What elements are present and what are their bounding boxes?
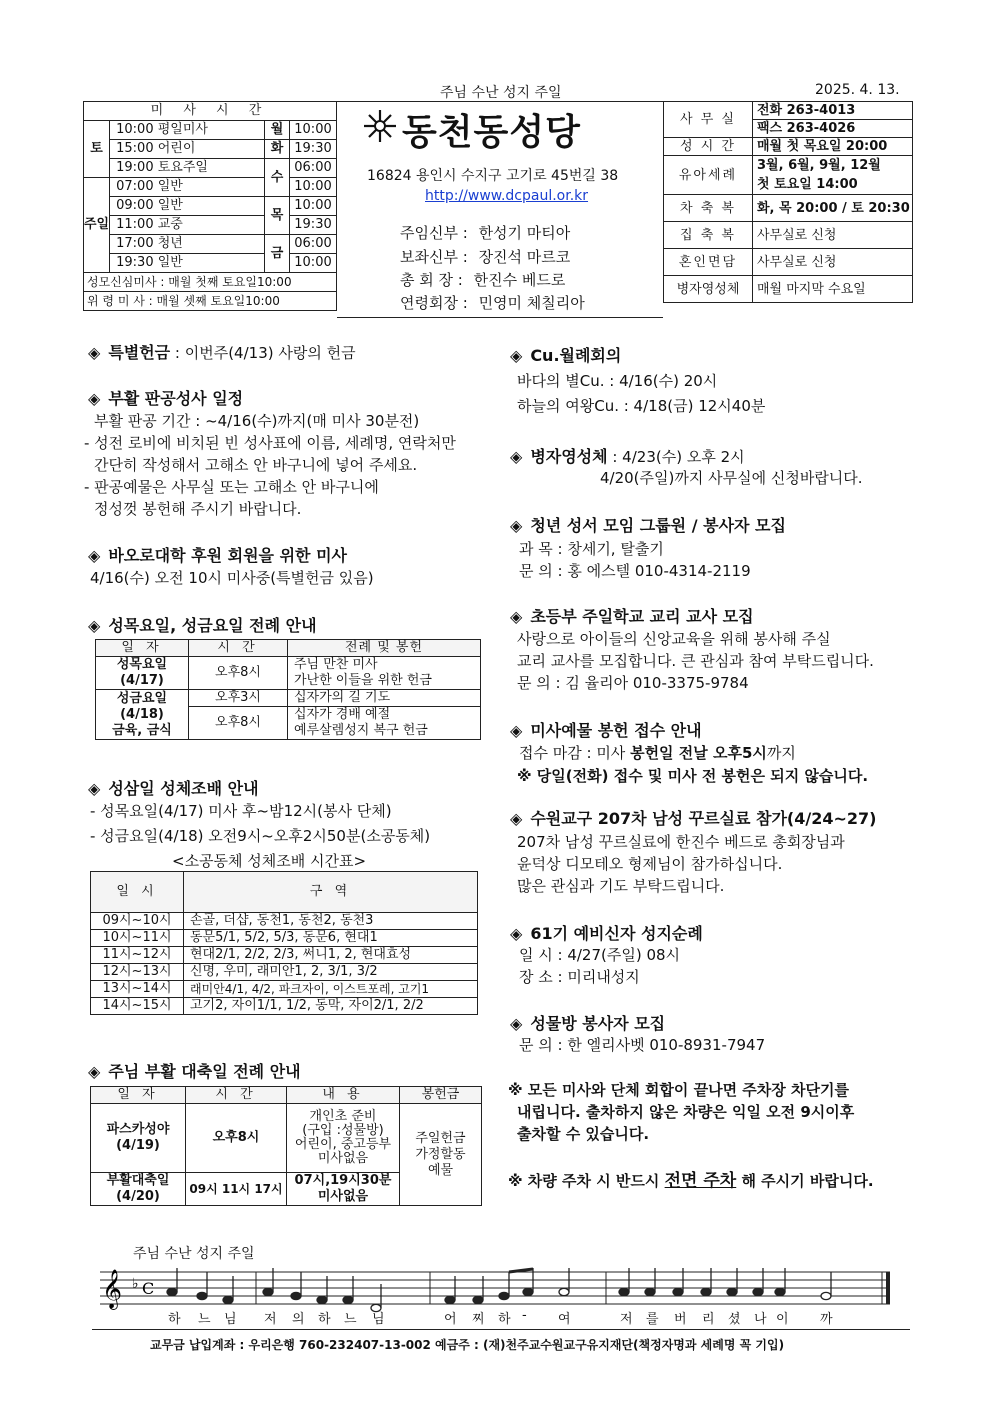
section-special-offering — [88, 340, 356, 363]
special-offering-text: : 이번주(4/13) 사랑의 헌금 — [170, 344, 356, 362]
confession-line-1: 부활 판공 기간 : ~4/16(수)까지(매 미사 30분전) — [94, 412, 420, 430]
footer-divider — [92, 1329, 910, 1330]
sick-communion-value: 매월 마지막 수요일 — [753, 276, 913, 303]
staff-pastor: 주임신부 : 한성기 마티아 — [400, 224, 571, 242]
col-header: 시 간 — [186, 1087, 287, 1104]
mass-time: 15:00 어린이 — [110, 140, 265, 159]
staff-role: 주임신부 — [400, 224, 458, 242]
table-cell: (구입 :성물방) — [302, 1123, 384, 1138]
mass-offering-line-1 — [519, 742, 796, 763]
lyric-syllable: 나 — [754, 1312, 767, 1327]
diamond-icon: ◈ — [88, 343, 101, 362]
table-cell: 13시~14시 — [91, 981, 184, 998]
cu-meeting-line-1: 바다의 별Cu. : 4/16(수) 20시 — [517, 372, 718, 390]
col-header: 봉헌금 — [400, 1087, 482, 1104]
col-header: 내 용 — [287, 1087, 400, 1104]
lyric-syllable: 저 — [620, 1312, 633, 1327]
table-cell: 어린이, 중고등부 — [294, 1137, 392, 1152]
staff-assistant: 보좌신부 : 장진석 마르코 — [400, 248, 571, 266]
table-cell: 가정할동 — [415, 1146, 466, 1162]
section-title: 청년 성서 모임 그룹원 / 봉사자 모집 — [530, 516, 786, 535]
cu-meeting-line-2: 하늘의 여왕Cu. : 4/18(금) 12시40분 — [517, 397, 766, 415]
parish-address: 16824 용인시 수지구 고기로 45번길 38 — [367, 168, 619, 184]
cursillo-line-3: 많은 관심과 기도 부탁드립니다. — [517, 877, 725, 895]
lyric-syllable: 느 — [198, 1312, 211, 1327]
lyric-syllable: 리 — [702, 1312, 715, 1327]
staff-name: 장진석 마르코 — [478, 248, 571, 266]
mass-time: 19:00 토요주일 — [110, 159, 265, 178]
section-title: 성목요일, 성금요일 전례 안내 — [108, 616, 317, 635]
table-cell: 12시~13시 — [91, 964, 184, 981]
section-title: 초등부 주일학교 교리 교사 모집 — [530, 607, 754, 626]
lyric-syllable: 하 — [498, 1312, 511, 1327]
text-fragment: 까지 — [766, 744, 796, 762]
lyric-syllable: - — [522, 1308, 527, 1323]
lyric-syllable: 셨 — [728, 1312, 741, 1327]
text-fragment: ※ 차량 주차 시 반드시 — [508, 1172, 665, 1190]
mass-time: 07:00 일반 — [110, 178, 265, 197]
section-title: 부활 판공성사 일정 — [108, 389, 244, 408]
svg-text:C: C — [142, 1279, 155, 1298]
section-title: 병자영성체 — [530, 447, 608, 466]
lyric-syllable: 님 — [372, 1312, 385, 1327]
section-easter — [88, 1059, 301, 1082]
lyric-syllable: 느 — [344, 1312, 357, 1327]
text-fragment: 접수 마감 : 미사 — [519, 744, 631, 762]
sunday-school-line-2: 교리 교사를 모집합니다. 큰 관심과 참여 부탁드립니다. — [517, 652, 874, 670]
section-cu-meeting — [510, 343, 621, 366]
parking-notice-line-1: ※ 모든 미사와 단체 회합이 끝나면 주차장 차단기를 — [508, 1081, 849, 1099]
sick-communion-line: 4/20(주일)까지 사무실에 신청바랍니다. — [600, 469, 863, 487]
diamond-icon: ◈ — [510, 809, 523, 828]
front-parking-notice — [508, 1166, 874, 1191]
staff-role: 연령회장 — [400, 294, 458, 312]
easter-table — [90, 1086, 482, 1206]
section-sunday-school — [510, 604, 754, 627]
music-title: 주님 수난 성지 주일 — [133, 1246, 255, 1262]
day-tue: 화 — [265, 140, 290, 159]
mass-schedule-table — [83, 101, 337, 311]
section-youth-bible — [510, 513, 786, 536]
table-cell: 동문5/1, 5/2, 5/3, 동문6, 현대1 — [184, 930, 478, 947]
lyric-syllable: 를 — [646, 1312, 659, 1327]
parish-url-link[interactable]: http://www.dcpaul.or.kr — [425, 188, 589, 204]
diamond-icon: ◈ — [88, 616, 101, 635]
table-cell: (4/18) — [120, 706, 164, 722]
diamond-icon: ◈ — [510, 924, 523, 943]
staff-funeral: 연령회장 : 민영미 체칠리아 — [400, 294, 585, 312]
cursillo-line-2: 윤덕상 디모테오 형제님이 참가하십니다. — [517, 855, 783, 873]
table-cell: 신명, 우미, 래미안1, 2, 3/1, 3/2 — [184, 964, 478, 981]
wedding-label: 혼인면담 — [664, 249, 753, 276]
section-paul-univ-mass — [88, 543, 347, 566]
staff-role: 보좌신부 — [400, 248, 458, 266]
table-cell: 11시~12시 — [91, 947, 184, 964]
sick-communion-label: 병자영성체 — [664, 276, 753, 303]
mass-title: 미 사 시 간 — [84, 102, 337, 121]
diamond-icon: ◈ — [88, 546, 101, 565]
mass-time: 10:00 — [290, 254, 337, 273]
section-title: 성물방 봉사자 모집 — [530, 1014, 666, 1033]
adoration-table — [90, 871, 478, 1015]
bulletin-date: 2025. 4. 13. — [815, 82, 900, 98]
parking-notice-line-2: 내립니다. 출차하지 않은 차량은 익일 오전 9시이후 — [517, 1103, 855, 1121]
mass-time: 10:00 평일미사 — [110, 121, 265, 140]
table-cell: 파스카성야 — [106, 1122, 170, 1137]
table-cell: 래미안4/1, 4/2, 파크자이, 이스트포레, 고기1 — [184, 981, 478, 998]
mass-time: 10:00 — [290, 197, 337, 216]
section-sick-communion — [510, 444, 745, 467]
car-blessing-label: 차 축 복 — [664, 195, 753, 222]
lyric-syllable: 님 — [224, 1312, 237, 1327]
day-wed: 수 — [265, 159, 290, 197]
day-fri: 금 — [265, 235, 290, 273]
lyric-syllable: 하 — [318, 1312, 331, 1327]
section-shop-volunteer — [510, 1011, 665, 1034]
col-header: 일 자 — [91, 1087, 186, 1104]
table-cell: 09시 11시 17시 — [186, 1173, 287, 1206]
youth-bible-line-1: 과 목 : 창세기, 탈출기 — [519, 540, 664, 558]
section-title: 바오로대학 후원 회원을 위한 미사 — [108, 546, 347, 565]
staff-name: 민영미 체칠리아 — [478, 294, 585, 312]
mass-time: 11:00 교중 — [110, 216, 265, 235]
table-cell: 주일헌금 — [415, 1130, 466, 1146]
section-title: 미사예물 봉헌 접수 안내 — [530, 721, 702, 740]
sunday-school-line-3: 문 의 : 김 율리아 010-3375-9784 — [517, 674, 749, 692]
mass-time: 06:00 — [290, 235, 337, 254]
table-cell: 10시~11시 — [91, 930, 184, 947]
pilgrimage-line-2: 장 소 : 미리내성지 — [519, 968, 640, 986]
parish-name: 동천동성당 — [402, 112, 581, 153]
section-title: 특별헌금 — [108, 343, 171, 362]
section-title: Cu.월례회의 — [530, 346, 622, 365]
lyric-syllable: 하 — [168, 1312, 181, 1327]
lyric-syllable: 찌 — [472, 1312, 485, 1327]
mass-time: 06:00 — [290, 159, 337, 178]
infant-baptism-label: 유아세례 — [664, 156, 753, 195]
table-cell: 금육, 금식 — [112, 722, 172, 738]
section-title: 61기 예비신자 성지순례 — [530, 924, 703, 943]
col-header: 일 시 — [91, 872, 184, 913]
table-cell: (4/19) — [116, 1138, 160, 1153]
day-mon: 월 — [265, 121, 290, 140]
footer-account-info: 교무금 납입계좌 : 우리은행 760-232407-13-002 예금주 : (재)천주교수원교구유지재단(책정자명과 세례명 꼭 기입) — [150, 1338, 785, 1352]
staff-name: 한성기 마티아 — [478, 224, 571, 242]
section-mass-offering — [510, 718, 702, 741]
infant-baptism-months: 3월, 6월, 9월, 12월 — [757, 158, 881, 173]
table-cell: 십자가의 길 기도 — [288, 690, 481, 707]
diamond-icon: ◈ — [510, 516, 523, 535]
table-cell: 예물 — [427, 1162, 454, 1178]
table-cell: 07시,19시30분 — [294, 1173, 392, 1188]
office-label: 사 무 실 — [664, 102, 753, 138]
youth-bible-line-2: 문 의 : 홍 에스텔 010-4314-2119 — [519, 562, 751, 580]
section-cursillo — [510, 806, 876, 829]
adoration-caption: <소공동체 성체조배 시간표> — [172, 852, 367, 870]
mass-offering-line-2: ※ 당일(전화) 접수 및 미사 전 봉헌은 되지 않습니다. — [517, 767, 869, 785]
section-holy-week — [88, 613, 317, 636]
section-confession — [88, 386, 243, 409]
lyric-syllable: 여 — [558, 1312, 571, 1327]
confession-line-5: 정성껏 봉헌해 주시기 바랍니다. — [94, 500, 302, 518]
sunday-name: 주님 수난 성지 주일 — [440, 85, 562, 101]
adoration-line-2: - 성금요일(4/18) 오전9시~오후2시50분(소공동체) — [90, 827, 431, 845]
paul-univ-mass-line: 4/16(수) 오전 10시 미사중(특별헌금 있음) — [90, 569, 374, 587]
shop-volunteer-line: 문 의 : 한 엘리사벳 010-8931-7947 — [519, 1036, 766, 1054]
staff-role: 총 회 장 — [400, 271, 454, 289]
sick-communion-date: : 4/23(수) 오후 2시 — [607, 448, 745, 466]
table-cell: 오후8시 — [189, 707, 288, 740]
infant-baptism-time: 첫 토요일 14:00 — [757, 177, 858, 192]
diamond-icon: ◈ — [510, 447, 523, 466]
mass-time: 09:00 일반 — [110, 197, 265, 216]
section-pilgrimage — [510, 921, 703, 944]
parking-notice-line-3: 출차할 수 있습니다. — [517, 1125, 650, 1143]
house-blessing-label: 집 축 복 — [664, 222, 753, 249]
text-fragment: 봉헌일 전날 오후5시 — [630, 744, 767, 762]
table-cell: 가난한 이들을 위한 헌금 — [294, 673, 432, 688]
table-cell: 십자가 경배 예절 — [294, 707, 391, 722]
cross-logo-icon — [362, 108, 398, 148]
diamond-icon: ◈ — [510, 721, 523, 740]
mass-time: 17:00 청년 — [110, 235, 265, 254]
section-title: 수원교구 207차 남성 꾸르실료 참가(4/24~27) — [530, 809, 877, 828]
house-blessing-value: 사무실로 신청 — [753, 222, 913, 249]
lyric-syllable: 저 — [264, 1312, 277, 1327]
table-cell: 손골, 더샵, 동천1, 동천2, 동천3 — [184, 913, 478, 930]
table-cell: (4/20) — [116, 1189, 160, 1204]
confession-line-2: - 성전 로비에 비치된 빈 성사표에 이름, 세례명, 연락처만 — [84, 434, 456, 452]
wedding-value: 사무실로 신청 — [753, 249, 913, 276]
day-sat: 토 — [84, 121, 110, 178]
col-header: 구 역 — [184, 872, 478, 913]
table-cell: 미사없음 — [317, 1189, 369, 1204]
mass-time: 10:00 — [290, 121, 337, 140]
staff-name: 한진수 베드로 — [473, 271, 566, 289]
table-cell: 14시~15시 — [91, 998, 184, 1015]
table-cell: (4/17) — [120, 673, 164, 688]
holy-hour-label: 성 시 간 — [664, 138, 753, 156]
section-title: 성삼일 성체조배 안내 — [108, 779, 259, 798]
table-cell: 고기2, 자이1/1, 1/2, 동막, 자이2/1, 2/2 — [184, 998, 478, 1015]
diamond-icon: ◈ — [510, 607, 523, 626]
pilgrimage-line-1: 일 시 : 4/27(주일) 08시 — [519, 946, 681, 964]
lyric-syllable: 까 — [820, 1312, 833, 1327]
section-title: 주님 부활 대축일 전례 안내 — [108, 1062, 301, 1081]
holy-hour-value: 매월 첫 목요일 20:00 — [753, 138, 913, 156]
lyric-syllable: 의 — [292, 1312, 305, 1327]
diamond-icon: ◈ — [510, 346, 523, 365]
mass-extra-marian: 성모신심미사 : 매월 첫째 토요일10:00 — [84, 273, 337, 292]
day-sun: 주일 — [84, 178, 110, 273]
sunday-school-line-1: 사랑으로 아이들의 신앙교육을 위해 봉사해 주실 — [517, 630, 831, 648]
mass-time: 10:00 — [290, 178, 337, 197]
table-cell: 오후3시 — [189, 690, 288, 707]
text-fragment: 해 주시기 바랍니다. — [736, 1172, 874, 1190]
table-cell: 미사없음 — [317, 1151, 369, 1166]
table-cell: 개인초 준비 — [309, 1109, 377, 1124]
mass-time: 19:30 일반 — [110, 254, 265, 273]
lyric-syllable: 이 — [776, 1312, 789, 1327]
diamond-icon: ◈ — [88, 1062, 101, 1081]
office-fax: 팩스 263-4026 — [753, 120, 913, 138]
table-cell: 주님 만찬 미사 — [294, 657, 378, 672]
table-cell: 부활대축일 — [106, 1173, 170, 1188]
day-thu: 목 — [265, 197, 290, 235]
table-cell: 성목요일 — [116, 657, 168, 672]
staff-president: 총 회 장 : 한진수 베드로 — [400, 271, 566, 289]
svg-text:♭: ♭ — [132, 1276, 139, 1292]
lyric-syllable: 어 — [444, 1312, 457, 1327]
table-cell: 오후8시 — [186, 1104, 287, 1173]
adoration-line-1: - 성목요일(4/17) 미사 후~밤12시(봉사 단체) — [90, 802, 392, 820]
col-header: 시 간 — [189, 640, 288, 657]
confession-line-4: - 판공예물은 사무실 또는 고해소 안 바구니에 — [84, 478, 379, 496]
col-header: 전례 및 봉헌 — [288, 640, 481, 657]
table-cell: 성금요일 — [116, 690, 168, 706]
confession-line-3: 간단히 작성해서 고해소 안 바구니에 넣어 주세요. — [94, 456, 418, 474]
office-info-table — [663, 101, 913, 303]
diamond-icon: ◈ — [510, 1014, 523, 1033]
table-cell: 오후8시 — [189, 657, 288, 690]
lyric-syllable: 버 — [674, 1312, 687, 1327]
car-blessing-value: 화, 목 20:00 / 토 20:30 — [753, 195, 913, 222]
music-lyrics — [160, 1308, 840, 1328]
mass-time: 19:30 — [290, 216, 337, 235]
table-cell: 현대2/1, 2/2, 2/3, 써니1, 2, 현대효성 — [184, 947, 478, 964]
col-header: 일 자 — [96, 640, 189, 657]
diamond-icon: ◈ — [88, 779, 101, 798]
diamond-icon: ◈ — [88, 389, 101, 408]
mass-extra-dead: 위 령 미 사 : 매월 셋째 토요일10:00 — [84, 292, 337, 311]
cursillo-line-1: 207차 남성 꾸르실료에 한진수 베드로 총회장님과 — [517, 833, 845, 851]
svg-text:𝄞: 𝄞 — [102, 1269, 123, 1309]
table-cell: 09시~10시 — [91, 913, 184, 930]
section-adoration — [88, 776, 259, 799]
text-fragment: 전면 주차 — [664, 1171, 737, 1191]
holy-week-table — [95, 639, 481, 740]
mass-time: 19:30 — [290, 140, 337, 159]
table-cell: 예루살렘성지 복구 헌금 — [294, 723, 428, 738]
office-phone: 전화 263-4013 — [753, 102, 913, 120]
